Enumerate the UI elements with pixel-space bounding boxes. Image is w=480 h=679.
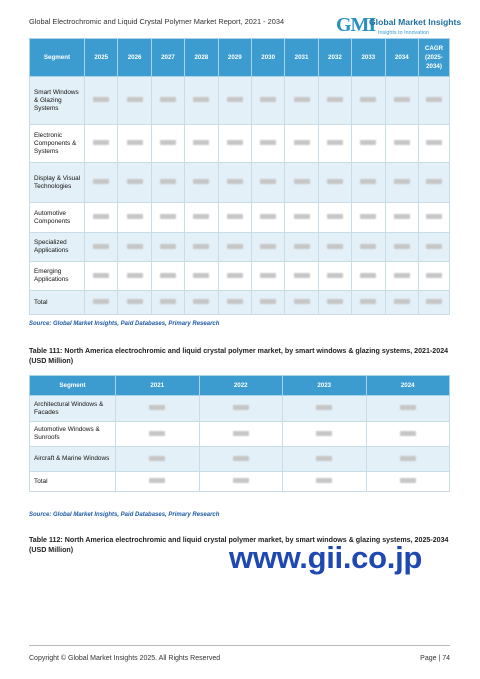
redacted-value	[227, 299, 243, 304]
redacted-value	[93, 140, 109, 145]
redacted-value-cell	[318, 203, 351, 233]
redacted-value	[316, 478, 332, 483]
redacted-value-cell	[251, 163, 284, 203]
year-header: 2023	[283, 376, 367, 396]
redacted-value	[426, 140, 442, 145]
redacted-value	[127, 273, 143, 278]
redacted-value-cell	[218, 125, 251, 163]
redacted-value-cell	[366, 396, 450, 422]
redacted-value	[394, 140, 410, 145]
redacted-value	[426, 244, 442, 249]
redacted-value-cell	[419, 262, 450, 291]
redacted-value-cell	[151, 203, 184, 233]
redacted-value-cell	[318, 262, 351, 291]
redacted-value-cell	[419, 163, 450, 203]
redacted-value-cell	[151, 233, 184, 262]
redacted-value	[227, 273, 243, 278]
year-header: 2028	[185, 39, 218, 77]
table-row	[30, 233, 450, 262]
redacted-value-cell	[385, 262, 418, 291]
redacted-value-cell	[352, 203, 385, 233]
redacted-value	[193, 179, 209, 184]
redacted-value	[160, 179, 176, 184]
redacted-value	[127, 244, 143, 249]
redacted-value-cell	[185, 77, 218, 125]
table-row	[30, 262, 450, 291]
redacted-value-cell	[118, 203, 151, 233]
redacted-value-cell	[385, 203, 418, 233]
redacted-value-cell	[85, 125, 118, 163]
redacted-value	[394, 214, 410, 219]
redacted-value	[316, 431, 332, 436]
redacted-value-cell	[118, 163, 151, 203]
year-header: 2034	[385, 39, 418, 77]
redacted-value	[160, 140, 176, 145]
redacted-value-cell	[151, 262, 184, 291]
redacted-value	[294, 244, 310, 249]
redacted-value	[127, 299, 143, 304]
redacted-value-cell	[118, 291, 151, 315]
redacted-value	[93, 299, 109, 304]
redacted-value	[93, 214, 109, 219]
redacted-value-cell	[385, 291, 418, 315]
footer-copyright: Copyright © Global Market Insights 2025. All Rights Reserved	[29, 655, 221, 662]
redacted-value	[316, 456, 332, 461]
redacted-value-cell	[151, 163, 184, 203]
redacted-value-cell	[318, 233, 351, 262]
redacted-value-cell	[118, 125, 151, 163]
redacted-value-cell	[285, 163, 318, 203]
redacted-value	[294, 273, 310, 278]
redacted-value-cell	[185, 262, 218, 291]
segment-label: Smart Windows & Glazing Systems	[30, 77, 85, 125]
report-title: Global Electrochromic and Liquid Crystal Polymer Market Report, 2021 - 2034	[29, 17, 285, 26]
segment-label: Automotive Windows & Sunroofs	[30, 422, 116, 447]
redacted-value	[160, 299, 176, 304]
table-row	[30, 472, 450, 492]
redacted-value	[127, 179, 143, 184]
cagr-header: CAGR (2025-2034)	[419, 39, 450, 77]
redacted-value-cell	[218, 262, 251, 291]
redacted-value	[93, 97, 109, 102]
redacted-value-cell	[352, 262, 385, 291]
segment-header: Segment	[30, 376, 116, 396]
redacted-value-cell	[283, 447, 367, 472]
redacted-value-cell	[352, 125, 385, 163]
redacted-value-cell	[419, 125, 450, 163]
redacted-value	[360, 179, 376, 184]
redacted-value-cell	[251, 233, 284, 262]
redacted-value	[260, 140, 276, 145]
redacted-value-cell	[199, 472, 283, 492]
redacted-value-cell	[251, 291, 284, 315]
redacted-value	[149, 478, 165, 483]
redacted-value	[394, 244, 410, 249]
redacted-value-cell	[283, 396, 367, 422]
segment-label: Automotive Components	[30, 203, 85, 233]
redacted-value-cell	[285, 262, 318, 291]
redacted-value	[127, 214, 143, 219]
table-caption: Table 112: North America electrochromic and liquid crystal polymer market, by smart windows & glazing systems, 2025-2034 (USD Million)	[29, 536, 449, 554]
redacted-value	[93, 273, 109, 278]
redacted-value-cell	[385, 233, 418, 262]
redacted-value-cell	[218, 233, 251, 262]
redacted-value-cell	[118, 262, 151, 291]
segment-label: Aircraft & Marine Windows	[30, 447, 116, 472]
redacted-value-cell	[116, 396, 200, 422]
redacted-value-cell	[116, 472, 200, 492]
redacted-value	[227, 140, 243, 145]
redacted-value	[93, 244, 109, 249]
redacted-value	[260, 244, 276, 249]
redacted-value-cell	[419, 291, 450, 315]
redacted-value	[394, 97, 410, 102]
redacted-value	[327, 273, 343, 278]
market-table-2021-2024	[29, 375, 450, 492]
redacted-value-cell	[185, 291, 218, 315]
segment-label: Total	[30, 472, 116, 492]
redacted-value	[160, 273, 176, 278]
redacted-value	[360, 214, 376, 219]
redacted-value	[327, 244, 343, 249]
table-caption: Table 111: North America electrochromic and liquid crystal polymer market, by smart windows & glazing systems, 2021-2024 (USD Million)	[29, 347, 449, 365]
redacted-value-cell	[118, 233, 151, 262]
logo-mark: GMI	[336, 14, 376, 36]
table-source-note: Source: Global Market Insights, Paid Databases, Primary Research	[29, 321, 220, 327]
redacted-value-cell	[283, 472, 367, 492]
year-header: 2033	[352, 39, 385, 77]
year-header: 2022	[199, 376, 283, 396]
redacted-value-cell	[419, 203, 450, 233]
redacted-value	[160, 214, 176, 219]
redacted-value-cell	[199, 396, 283, 422]
year-header: 2025	[85, 39, 118, 77]
redacted-value-cell	[366, 447, 450, 472]
redacted-value-cell	[318, 163, 351, 203]
market-table-2025-2034	[29, 38, 450, 315]
segment-label: Emerging Applications	[30, 262, 85, 291]
redacted-value	[260, 299, 276, 304]
table-row	[30, 396, 450, 422]
redacted-value	[426, 273, 442, 278]
redacted-value	[260, 97, 276, 102]
year-header: 2029	[218, 39, 251, 77]
redacted-value	[193, 140, 209, 145]
table-row	[30, 163, 450, 203]
year-header: 2032	[318, 39, 351, 77]
redacted-value	[360, 273, 376, 278]
table-source-note: Source: Global Market Insights, Paid Databases, Primary Research	[29, 512, 220, 518]
redacted-value-cell	[318, 291, 351, 315]
redacted-value	[426, 214, 442, 219]
redacted-value	[193, 299, 209, 304]
redacted-value	[294, 179, 310, 184]
redacted-value-cell	[151, 125, 184, 163]
table-row	[30, 291, 450, 315]
segment-label: Specialized Applications	[30, 233, 85, 262]
redacted-value-cell	[385, 125, 418, 163]
redacted-value	[400, 478, 416, 483]
logo-name: Global Market Insights	[369, 17, 462, 27]
redacted-value-cell	[352, 233, 385, 262]
redacted-value-cell	[118, 77, 151, 125]
redacted-value	[149, 431, 165, 436]
redacted-value	[426, 97, 442, 102]
redacted-value-cell	[285, 233, 318, 262]
redacted-value	[394, 179, 410, 184]
table-row	[30, 422, 450, 447]
redacted-value-cell	[185, 125, 218, 163]
redacted-value-cell	[85, 291, 118, 315]
redacted-value-cell	[285, 125, 318, 163]
redacted-value	[294, 214, 310, 219]
year-header: 2024	[366, 376, 450, 396]
redacted-value-cell	[185, 203, 218, 233]
redacted-value	[294, 97, 310, 102]
redacted-value-cell	[185, 233, 218, 262]
redacted-value-cell	[199, 447, 283, 472]
redacted-value-cell	[151, 77, 184, 125]
redacted-value	[400, 456, 416, 461]
redacted-value	[227, 97, 243, 102]
table-row	[30, 125, 450, 163]
table-row	[30, 77, 450, 125]
segment-label: Total	[30, 291, 85, 315]
redacted-value-cell	[385, 163, 418, 203]
redacted-value-cell	[116, 447, 200, 472]
redacted-value	[149, 405, 165, 410]
redacted-value	[233, 478, 249, 483]
redacted-value-cell	[218, 163, 251, 203]
segment-label: Architectural Windows & Facades	[30, 396, 116, 422]
redacted-value-cell	[218, 77, 251, 125]
watermark: www.gii.co.jp	[229, 540, 423, 575]
redacted-value	[233, 456, 249, 461]
redacted-value-cell	[251, 125, 284, 163]
redacted-value-cell	[85, 77, 118, 125]
redacted-value-cell	[419, 233, 450, 262]
redacted-value	[160, 244, 176, 249]
redacted-value	[193, 97, 209, 102]
redacted-value	[227, 244, 243, 249]
redacted-value	[127, 140, 143, 145]
redacted-value-cell	[85, 203, 118, 233]
redacted-value	[327, 179, 343, 184]
redacted-value	[360, 244, 376, 249]
redacted-value-cell	[85, 262, 118, 291]
year-header: 2031	[285, 39, 318, 77]
table-row	[30, 447, 450, 472]
redacted-value	[294, 299, 310, 304]
redacted-value-cell	[352, 163, 385, 203]
redacted-value-cell	[352, 291, 385, 315]
redacted-value	[400, 431, 416, 436]
redacted-value	[260, 214, 276, 219]
redacted-value-cell	[199, 422, 283, 447]
redacted-value	[394, 299, 410, 304]
redacted-value-cell	[85, 163, 118, 203]
logo-tagline: Insights to Innovation	[378, 30, 429, 36]
redacted-value-cell	[251, 203, 284, 233]
redacted-value	[426, 299, 442, 304]
redacted-value	[360, 97, 376, 102]
redacted-value-cell	[352, 77, 385, 125]
table-row	[30, 203, 450, 233]
redacted-value	[260, 273, 276, 278]
redacted-value	[327, 140, 343, 145]
redacted-value-cell	[251, 77, 284, 125]
segment-label: Electronic Components & Systems	[30, 125, 85, 163]
redacted-value-cell	[419, 77, 450, 125]
redacted-value	[149, 456, 165, 461]
page-number: Page | 74	[420, 655, 450, 662]
redacted-value	[233, 405, 249, 410]
redacted-value	[400, 405, 416, 410]
redacted-value-cell	[385, 77, 418, 125]
redacted-value-cell	[116, 422, 200, 447]
redacted-value-cell	[251, 262, 284, 291]
year-header: 2026	[118, 39, 151, 77]
redacted-value-cell	[285, 203, 318, 233]
redacted-value-cell	[85, 233, 118, 262]
redacted-value-cell	[285, 77, 318, 125]
redacted-value	[294, 140, 310, 145]
redacted-value-cell	[318, 125, 351, 163]
redacted-value	[193, 214, 209, 219]
redacted-value-cell	[318, 77, 351, 125]
redacted-value	[193, 273, 209, 278]
redacted-value-cell	[366, 472, 450, 492]
redacted-value-cell	[218, 203, 251, 233]
redacted-value	[360, 299, 376, 304]
redacted-value	[193, 244, 209, 249]
redacted-value	[93, 179, 109, 184]
redacted-value	[227, 179, 243, 184]
year-header: 2030	[251, 39, 284, 77]
redacted-value	[227, 214, 243, 219]
redacted-value-cell	[218, 291, 251, 315]
redacted-value	[327, 97, 343, 102]
year-header: 2021	[116, 376, 200, 396]
year-header: 2027	[151, 39, 184, 77]
redacted-value	[127, 97, 143, 102]
redacted-value	[327, 299, 343, 304]
redacted-value-cell	[366, 422, 450, 447]
redacted-value-cell	[285, 291, 318, 315]
footer-divider	[29, 645, 450, 646]
redacted-value	[426, 179, 442, 184]
redacted-value	[233, 431, 249, 436]
redacted-value	[327, 214, 343, 219]
redacted-value	[260, 179, 276, 184]
redacted-value-cell	[283, 422, 367, 447]
redacted-value	[316, 405, 332, 410]
redacted-value-cell	[185, 163, 218, 203]
redacted-value-cell	[151, 291, 184, 315]
redacted-value	[394, 273, 410, 278]
redacted-value	[160, 97, 176, 102]
segment-header: Segment	[30, 39, 85, 77]
segment-label: Display & Visual Technologies	[30, 163, 85, 203]
redacted-value	[360, 140, 376, 145]
